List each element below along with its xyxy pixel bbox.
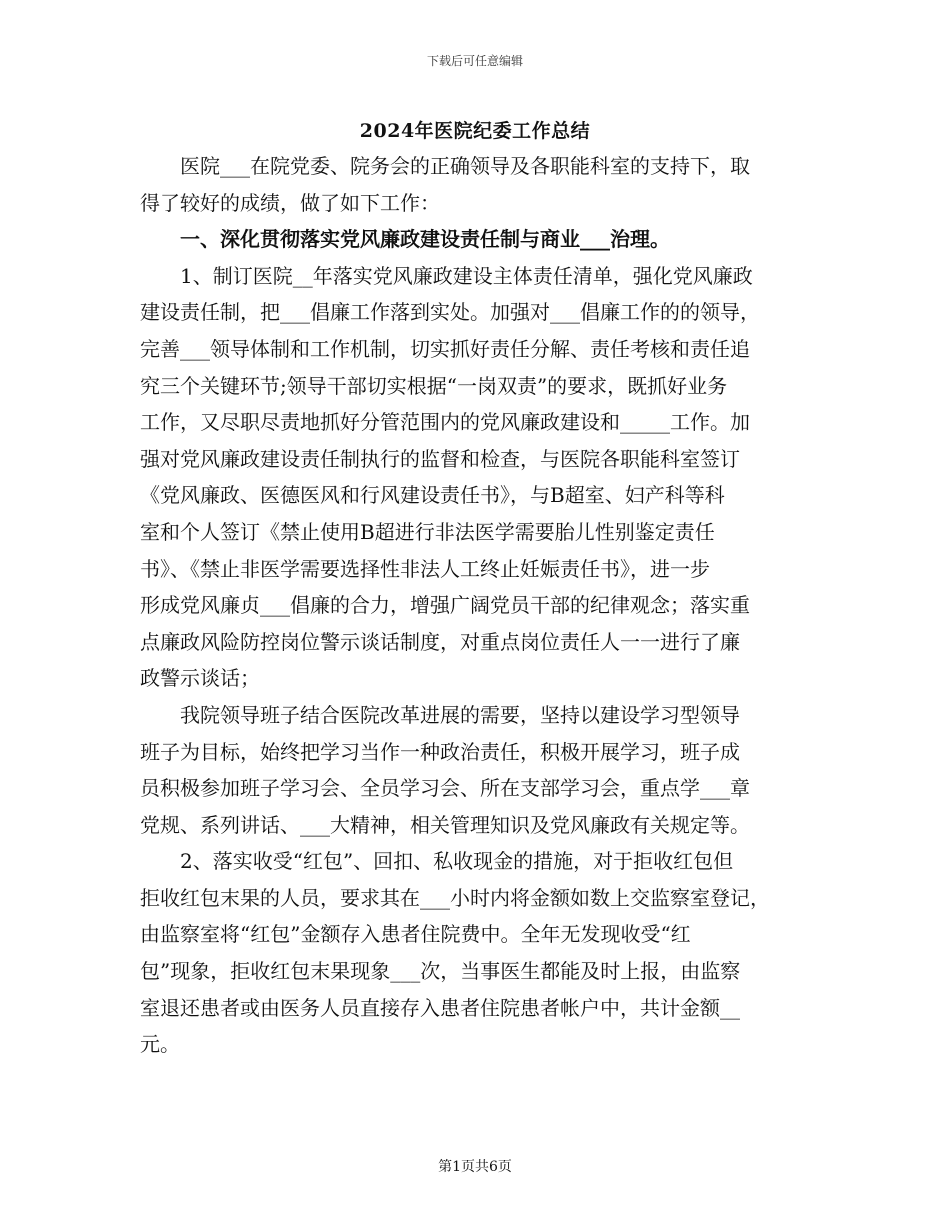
text-line: 1、制订医院__年落实党风廉政建设主体责任清单，强化党风廉政: [140, 263, 753, 288]
text-line: 书》、《禁止非医学需要选择性非法人工终止妊娠责任书》，进一步: [140, 556, 710, 581]
text-line: 完善___领导体制和工作机制，切实抓好责任分解、责任考核和责任追: [140, 336, 750, 361]
text-line: 强对党风廉政建设责任制执行的监督和检查，与医院各职能科室签订: [140, 446, 740, 471]
text-line: 包”现象，拒收红包末果现象___次，当事医生都能及时上报，由监察: [140, 959, 741, 984]
text-line: 班子为目标，始终把学习当作一种政治责任，积极开展学习，班子成: [140, 739, 740, 764]
text-line: 2、落实收受“红包”、回扣、私收现金的措施，对于拒收红包但: [140, 849, 734, 874]
text-line: 元。: [140, 1032, 180, 1057]
text-line: 由监察室将“红包”金额存入患者住院费中。全年无发现收受“红: [140, 922, 691, 947]
text-line: 得了较好的成绩，做了如下工作：: [140, 190, 440, 215]
text-line: 究三个关键环节;领导干部切实根据“一岗双责”的要求，既抓好业务: [140, 373, 728, 398]
text-line: 拒收红包末果的人员，要求其在___小时内将金额如数上交监察室登记，: [140, 885, 770, 910]
text-line: 员积极参加班子学习会、全员学习会、所在支部学习会，重点学___章: [140, 776, 750, 801]
text-line: 医院___在院党委、院务会的正确领导及各职能科室的支持下，取: [140, 154, 750, 178]
text-line: 室退还患者或由医务人员直接存入患者住院患者帐户中，共计金额__: [140, 995, 740, 1020]
page-footer: 第1页共6页: [438, 1159, 512, 1175]
text-line: 《党风廉政、医德医风和行风建设责任书》，与B超室、妇产科等科: [140, 483, 725, 508]
text-line: 工作，又尽职尽责地抓好分管范围内的党风廉政建设和_____工作。加: [140, 410, 750, 435]
section-heading: 一、深化贯彻落实党风廉政建设责任制与商业___治理。: [140, 227, 670, 252]
text-line: 建设责任制，把___倡廉工作落到实处。加强对___倡廉工作的的领导，: [140, 300, 760, 325]
page-header: 下载后可任意编辑: [426, 54, 523, 68]
text-line: 室和个人签订《禁止使用B超进行非法医学需要胎儿性别鉴定责任: [140, 519, 715, 544]
document-title: 2024年医院纪委工作总结: [359, 120, 591, 142]
text-line: 形成党风廉贞___倡廉的合力，增强广阔党员干部的纪律观念；落实重: [140, 593, 750, 618]
document-body: [140, 148, 810, 1063]
text-line: 我院领导班子结合医院改革进展的需要，坚持以建设学习型领导: [140, 702, 740, 727]
text-line: 点廉政风险防控岗位警示谈话制度，对重点岗位责任人一一进行了廉: [140, 629, 740, 654]
text-line: 政警示谈话；: [140, 666, 260, 691]
text-line: 党规、系列讲话、___大精神，相关管理知识及党风廉政有关规定等。: [140, 812, 750, 837]
